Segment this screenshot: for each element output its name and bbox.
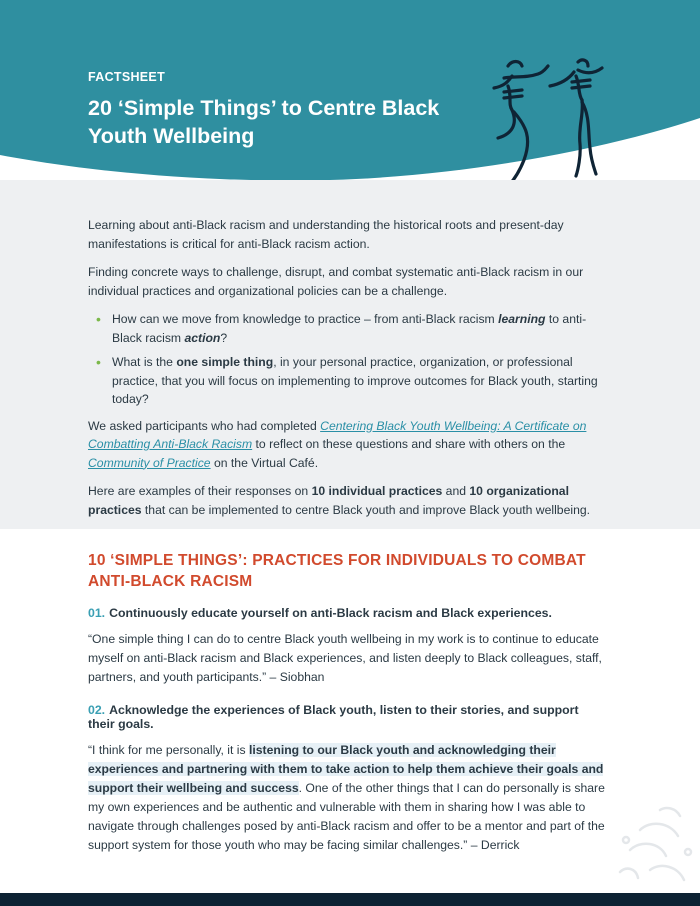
emphasis-learning: learning [498, 312, 546, 326]
decorative-swirl-icon [600, 800, 700, 900]
practice-title: Continuously educate yourself on anti-Black racism and Black experiences. [109, 606, 552, 620]
dancing-figures-icon [478, 52, 613, 192]
page-title: 20 ‘Simple Things’ to Centre Black Youth Wellbeing [88, 96, 440, 148]
emphasis-one-simple-thing: one simple thing [176, 355, 274, 369]
community-of-practice-link[interactable]: Community of Practice [88, 455, 211, 470]
practice-title: Acknowledge the experiences of Black youth, listen to their stories, and support their goals. [88, 703, 579, 731]
question-text: to anti-Black racism [112, 312, 587, 345]
factsheet-kicker: FACTSHEET [88, 70, 166, 84]
intro-paragraph-3 [88, 417, 608, 473]
question-text: , in your personal practice, organization, or professional practice, that you will focus on implementing to improve outcomes for Black youth, starting today? [112, 355, 598, 406]
question-text: What is the [112, 355, 177, 369]
question-text: How can we move from knowledge to practice – from anti-Black racism [112, 312, 499, 326]
question-text: ? [220, 330, 228, 345]
individual-practices-section [88, 550, 608, 865]
practice-quote-01: “One simple thing I can do to centre Black youth wellbeing in my work is to continue to educate myself on anti-Black racism and Black experiences, and listen deeply to Black colleagues, staff, partners, and youth participants.” – Siobhan [88, 632, 602, 684]
question-item [112, 353, 608, 409]
intro-paragraph-1: Learning about anti-Black racism and understanding the historical roots and present-day manifestations is critical for anti-Black racism action. [88, 218, 564, 251]
footer-bar [0, 893, 700, 906]
quote-text: “I think for me personally, it is [88, 743, 249, 757]
practice-heading-02 [88, 703, 608, 731]
practice-number: 02. [88, 703, 106, 717]
practice-quote-02 [88, 741, 608, 855]
emphasis-action: action [184, 330, 221, 345]
paragraph-text: to reflect on these questions and share with others on the [252, 437, 566, 451]
certificate-link[interactable]: Centering Black Youth Wellbeing: A Certificate on Combatting Anti-Black Racism [88, 418, 587, 451]
quote-text: . One of the other things that I can do personally is share my own experiences and be authentic and vulnerable with them in sharing how I was able to navigate through challenges posed by anti-Black racism and offer to be a mentor and part of the support system for those youth who may be facing similar challenges.” – Derrick [88, 781, 605, 852]
section-heading: 10 ‘SIMPLE THINGS’: PRACTICES FOR INDIVIDUALS TO COMBAT ANTI-BLACK RACISM [88, 552, 586, 590]
practice-number: 01. [88, 606, 106, 620]
paragraph-text: on the Virtual Café. [210, 455, 319, 470]
intro-section [0, 180, 700, 529]
intro-paragraph-2: Finding concrete ways to challenge, disrupt, and combat systematic anti-Black racism in our individual practices and organizational policies can be a challenge. [88, 265, 584, 298]
intro-paragraph-4 [88, 482, 608, 519]
emphasis-individual-practices: 10 individual practices [311, 484, 443, 498]
question-list [88, 310, 608, 409]
quote-highlight: listening to our Black youth and acknowledging their experiences and partnering with them to take action to help them achieve their goals and support their wellbeing and success [88, 743, 604, 795]
paragraph-text: Here are examples of their responses on [88, 484, 312, 498]
paragraph-text: and [442, 484, 470, 498]
question-item [112, 310, 608, 347]
paragraph-text: that can be implemented to centre Black youth and improve Black youth wellbeing. [141, 502, 591, 517]
paragraph-text: We asked participants who had completed [88, 418, 321, 433]
emphasis-organizational-practices: 10 organizational practices [88, 484, 569, 517]
practice-heading-01 [88, 606, 608, 620]
